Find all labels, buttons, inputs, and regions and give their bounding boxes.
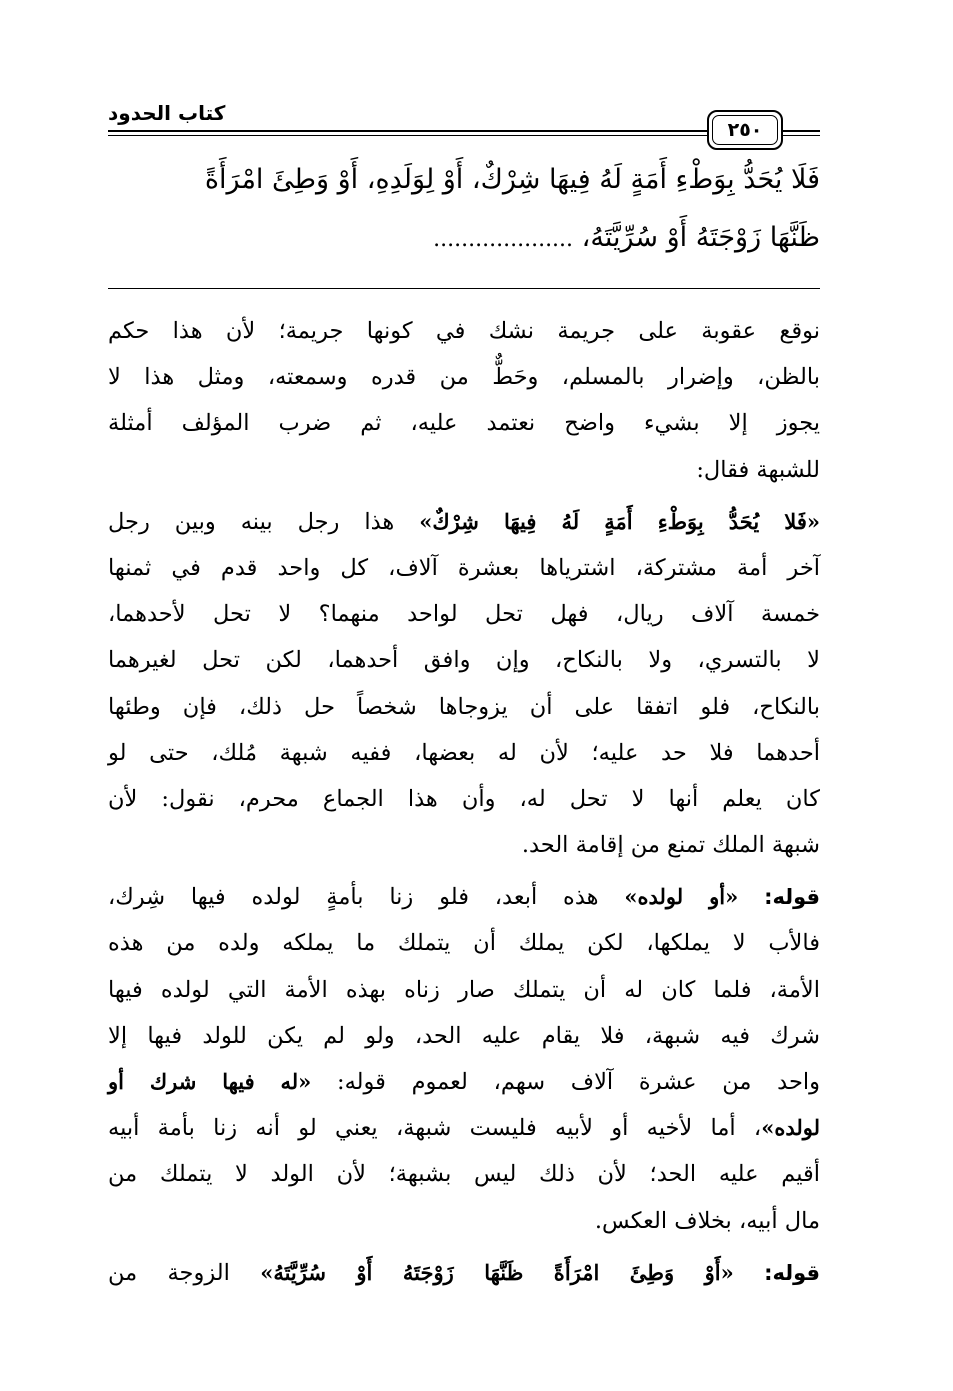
p3-first-line (108, 874, 820, 920)
p2-first-line (108, 499, 820, 545)
p2-line: لا بالتسري، ولا بالنكاح، وإن وافق أحدهما، لكن تحل لغيرهما (108, 647, 820, 674)
p2-line: بالنكاح، فلو اتفقا على أن يزوجاها شخصاً حل ذلك، فإن وطئها (108, 693, 820, 720)
p2-line: كان يعلم أنها لا تحل له، وأن هذا الجماع محرم، نقول: لأن (108, 785, 820, 812)
p1-line: بالظن، وإضرار بالمسلم، وحَطٌّ من قدره وسمعته، ومثل هذا لا (108, 364, 820, 391)
p3-line: مال أبيه، بخلاف العكس. (594, 1207, 820, 1234)
p1-line: نوقع عقوبة على جريمة نشك في كونها جريمة؛ لأن هذا حكم (108, 318, 820, 344)
page-number: ٢٥٠ (727, 119, 763, 141)
header-rule-right-thin (783, 135, 820, 136)
p3-line5-text: واحد من عشرة آلاف سهم، لعموم قوله: (337, 1069, 821, 1095)
p3-line6-quote: لولده» (761, 1115, 820, 1141)
p4-quote: «أَوْ وَطِئَ امْرَأَةً ظَنَّهَا زَوْجَتَهُ أَوْ سُرِّيَّتَهُ» (260, 1259, 734, 1285)
page-number-badge (707, 110, 783, 150)
header-rule-right (783, 130, 820, 132)
p4-label: قوله: (764, 1260, 820, 1285)
p4-first-line (108, 1250, 820, 1296)
matn-separator (108, 288, 820, 289)
p2-first-rest: هذا رجل بينه وبين رجل (108, 508, 395, 535)
p4-rest: الزوجة من (108, 1259, 230, 1286)
p1-line: يجوز إلا بشيء واضح نعتمد عليه، ثم ضرب المؤلف أمثلة (108, 410, 820, 437)
matn-line-1: فَلَا يُحَدُّ بِوَطْءِ أَمَةٍ لَهُ فِيهَا شِرْكٌ، أَوْ لِوَلَدِهِ، أَوْ وَطِئَ امْرَأَةً (204, 164, 820, 195)
p2-line: أحدهما فلا حد عليه؛ لأن له بعضها، ففيه شبهة مُلك، حتى لو (108, 739, 820, 766)
p3-line: الأمة، فلما كان له أن يتملك صار زناه بهذه الأمة التي لولده فيها (108, 976, 820, 1003)
p3-line: فالأب لا يملكها، لكن يملك أن يتملك ما يملكه ولده من هذه (108, 930, 820, 957)
matn-text-2 (108, 212, 820, 264)
matn-dots: .................... (433, 227, 574, 252)
p3-line-6 (108, 1105, 820, 1151)
matn-line-2 (108, 212, 820, 264)
p2-quote: «فَلا يُحَدُّ بِوَطْءِ أَمَةٍ لَهُ فِيهَا شِرْكٌ» (419, 508, 821, 534)
matn-text (108, 154, 820, 206)
header-rule-left (108, 130, 707, 132)
running-header-title: كتاب الحدود (108, 101, 226, 125)
p3-line-5 (108, 1059, 820, 1105)
p3-quote: «أو لولده» (624, 884, 739, 910)
matn-line-2-text: ظَنَّهَا زَوْجَتَهُ أَوْ سُرِّيَّتَهُ، (581, 222, 820, 253)
p3-label: قوله: (764, 885, 820, 910)
commentary-body (108, 308, 820, 1296)
p3-line6-text: ، أما لأخيه أو لأبيه فليست شبهة، يعني لو أنه زنا بأمة أبيه (108, 1115, 762, 1142)
p2-line: آخر أمة مشتركة، اشترياها بعشرة آلاف، كل واحد قدم في ثمنها (108, 554, 820, 581)
p3-line5-quote: «له فيها شرك أو (108, 1069, 312, 1094)
p3-first-rest: هذه أبعد، فلو زنا بأمةٍ لولده فيها شِرك، (108, 884, 599, 911)
p2-line: خمسة آلاف ريال، فهل تحل لواحد منهما؟ لا تحل لأحدهما، (108, 601, 820, 628)
p3-line: شرك فيه شبهة، فلا يقام عليه الحد، ولو لم يكن للولد فيها إلا (108, 1022, 820, 1049)
header-rule-left-thin (108, 135, 707, 136)
p3-line: أقيم عليه الحد؛ لأن ذلك ليس بشبهة؛ لأن الولد لا يتملك من (108, 1161, 820, 1188)
p1-line: للشبهة فقال: (696, 456, 820, 483)
p2-line: شبهة الملك تمنع من إقامة الحد. (521, 832, 820, 859)
